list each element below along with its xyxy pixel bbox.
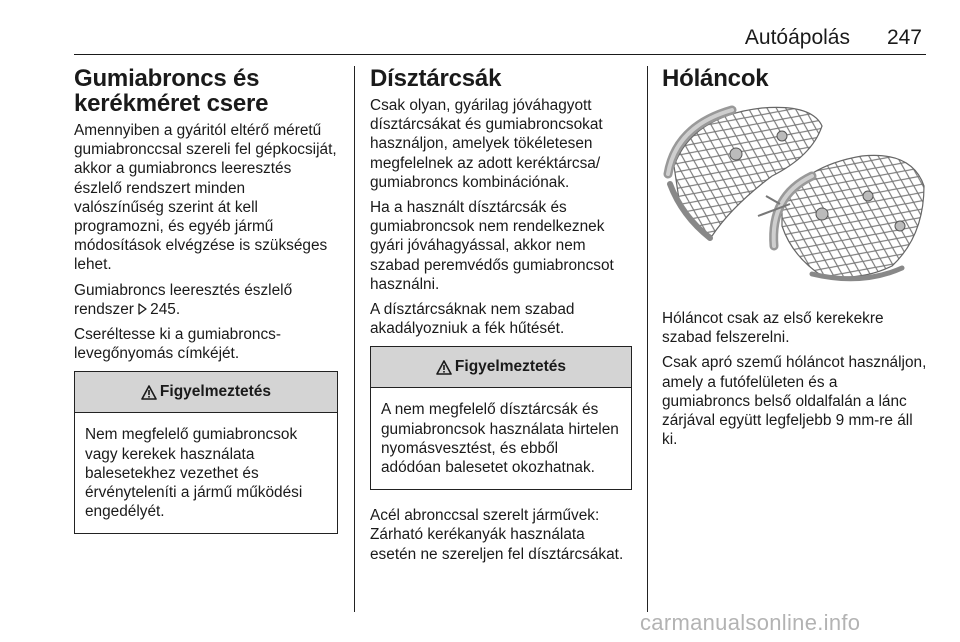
watermark: carmanualsonline.info [640,610,861,635]
paragraph: Acél abronccsal szerelt járművek: Zárható kerékanyák használata esetén ne szereljen fel dísztárcsákat. [370,507,624,563]
paragraph: Csak apró szemű hóláncot használjon, amely a futófelületen és a gumiabroncs belső oldalfalán a lánc zárjával együtt legfeljebb 9 mm-re áll ki. [662,354,927,449]
warning-box [74,371,338,534]
column-wheel-covers [370,66,632,570]
paragraph: Csak olyan, gyárilag jóváhagyott dísztárcsákat és gumiabroncsokat használjon, amelyek tökéletesen megfelelnek az adott keréktárcsa/ gumiabroncs kombinációnak. [370,97,603,191]
paragraph-text: Gumiabroncs leeresztés észlelő rendszer [74,281,293,318]
warning-box [370,346,632,490]
paragraph: Cseréltesse ki a gumiabroncs-levegőnyomás címkéjét. [74,326,281,363]
warning-title: Figyelmeztetés [454,358,567,376]
warning-body [75,413,337,533]
column-divider [647,66,648,612]
column-snow-chains [662,66,928,455]
snow-chain-illustration [662,96,926,286]
warning-text: Nem megfelelő gumiabroncsok vagy kerekek használata balesetekhez vezethet és érvényteleníti a jármű működési engedélyét. [85,426,303,521]
warning-text: A nem megfelelő dísztárcsák és gumiabroncsok használata hirtelen nyomásvesztést, és ebből adódóan balesetet okozhatnak. [381,401,619,477]
warning-header [75,372,337,413]
section-title-tyre-change: Gumiabroncs és kerékméret csere [74,65,269,117]
section-title-snow-chains: Hóláncok [662,65,769,92]
warning-triangle-icon [141,385,157,400]
section-title-wheel-covers: Dísztárcsák [370,65,502,92]
warning-triangle-icon [436,360,452,375]
paragraph-with-reference [74,281,338,319]
paragraph: Amennyiben a gyáritól eltérő méretű gumiabronccsal szereli fel gépkocsiját, akkor a gumiabroncs leeresztés észlelő rendszert minden valószínűség szerint át kell programozni, és egyéb jármű módosítások elvégzése is szükséges lehet. [74,122,337,274]
paragraph: Hóláncot csak az első kerekekre szabad felszerelni. [662,310,884,347]
warning-header [371,347,631,388]
paragraph: Ha a használt dísztárcsák és gumiabroncsok nem rendelkeznek gyári jóváhagyással, akkor nem szabad peremvédős gumiabroncsot használni. [370,199,614,293]
warning-title: Figyelmeztetés [159,383,272,401]
page-header [74,26,922,52]
section-name: Autóápolás [744,26,850,49]
page-number: 247 [886,26,922,49]
column-divider [354,66,355,612]
warning-body [371,388,631,489]
page-reference-icon [138,303,148,315]
column-tyre-change [74,66,338,534]
paragraph: A dísztárcsáknak nem szabad akadályozniuk a fék hűtését. [370,301,575,338]
page-reference-link[interactable]: 245. [150,300,181,318]
header-rule [74,54,926,55]
